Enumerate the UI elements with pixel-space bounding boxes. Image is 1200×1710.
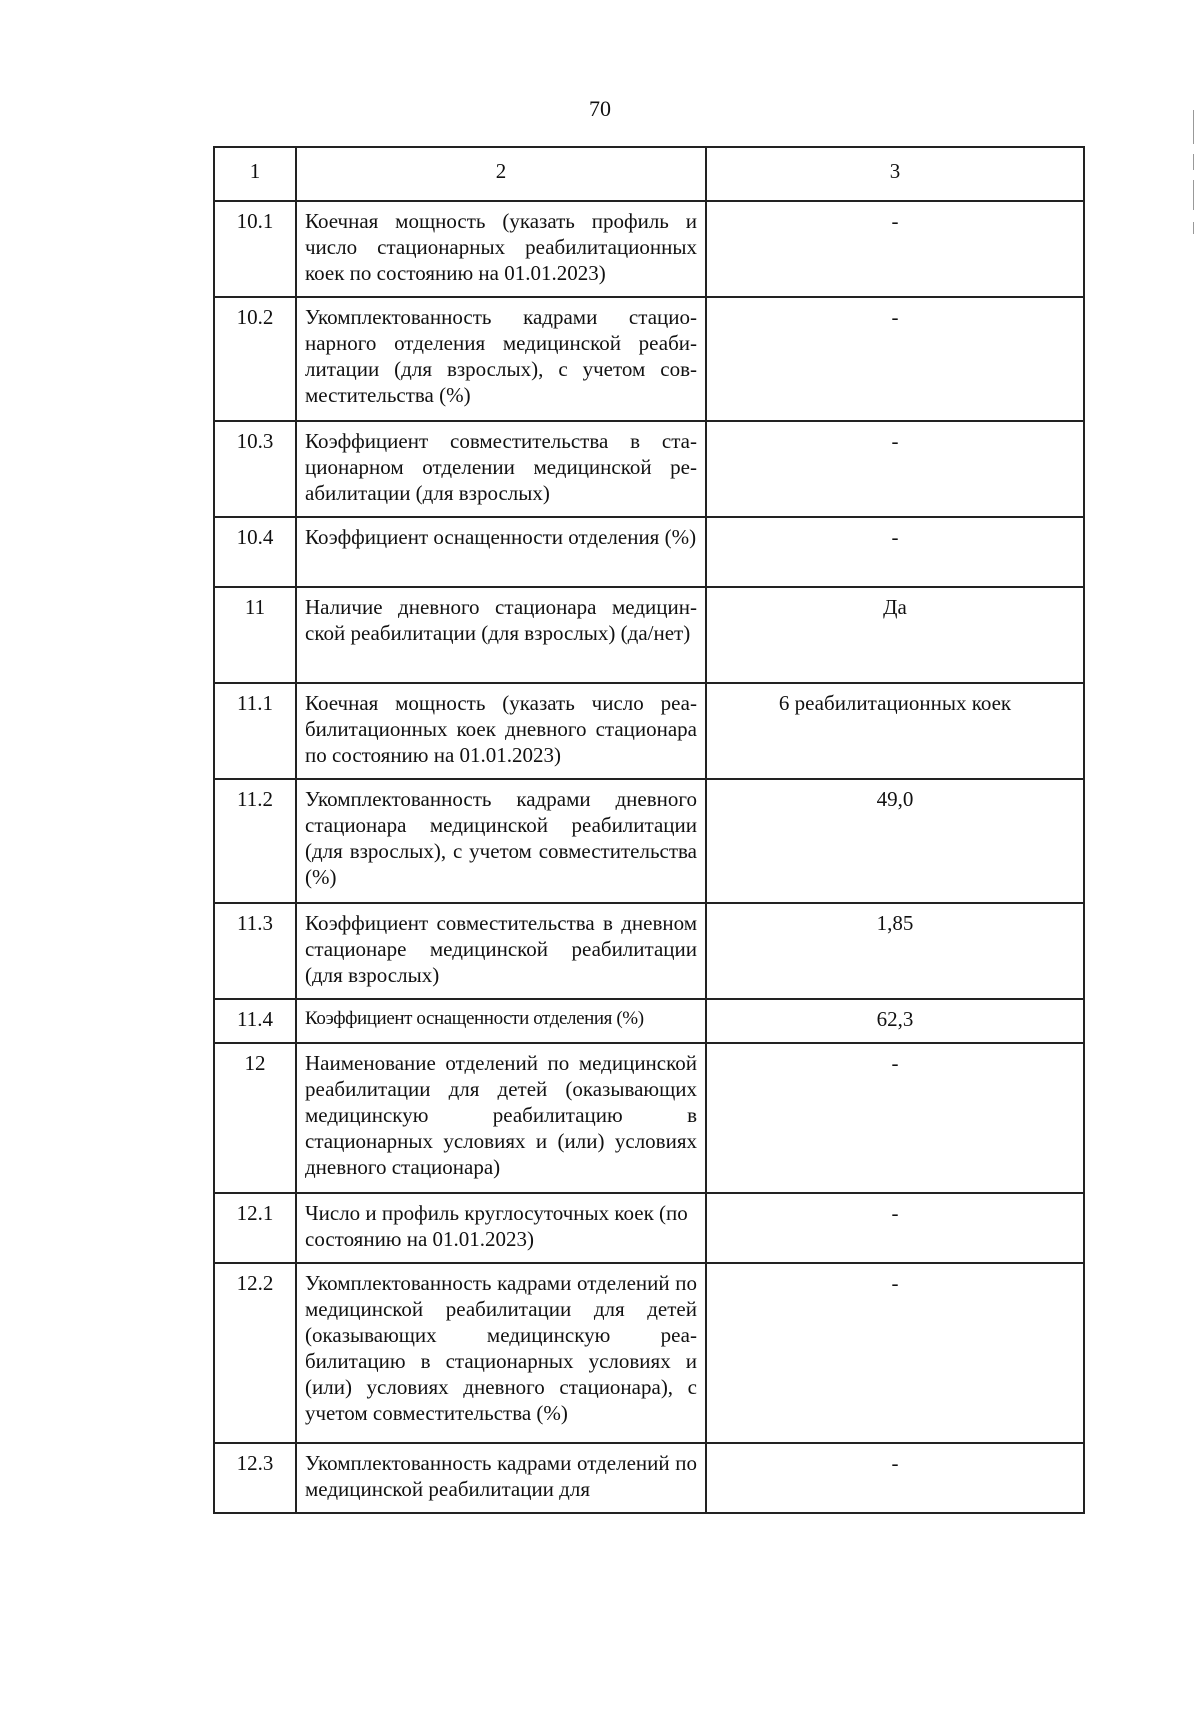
row-number: 12.2 bbox=[214, 1263, 296, 1443]
row-description: Коечная мощность (указать число реабилитационных коек дневного стационара по состоянию на 01.01.2023) bbox=[296, 683, 706, 779]
table-row bbox=[214, 999, 1084, 1043]
row-description: Укомплектованность кадрами дневного стационара медицинской реабилитации (для взрослых), с учетом совместительства (%) bbox=[296, 779, 706, 903]
table-row bbox=[214, 1263, 1084, 1443]
row-number: 10.4 bbox=[214, 517, 296, 587]
row-value: - bbox=[706, 421, 1084, 517]
row-value: - bbox=[706, 1443, 1084, 1513]
row-number: 11.4 bbox=[214, 999, 296, 1043]
row-number: 11.1 bbox=[214, 683, 296, 779]
table-row bbox=[214, 1193, 1084, 1263]
table-header-row bbox=[214, 147, 1084, 201]
row-value: - bbox=[706, 517, 1084, 587]
row-value: - bbox=[706, 201, 1084, 297]
column-header: 2 bbox=[296, 147, 706, 201]
row-description: Коэффициент оснащенности отделения (%) bbox=[296, 517, 706, 587]
row-value: - bbox=[706, 1043, 1084, 1193]
row-value: 6 реабилитационных коек bbox=[706, 683, 1084, 779]
row-description: Укомплектованность кадрами отделений по медицинской реабилитации для bbox=[296, 1443, 706, 1513]
table-row bbox=[214, 903, 1084, 999]
row-value: - bbox=[706, 1263, 1084, 1443]
table-row bbox=[214, 517, 1084, 587]
row-number: 12.3 bbox=[214, 1443, 296, 1513]
table-row bbox=[214, 421, 1084, 517]
table-row bbox=[214, 779, 1084, 903]
row-value: - bbox=[706, 1193, 1084, 1263]
table-row bbox=[214, 587, 1084, 683]
row-description: Коэффициент оснащенности отделения (%) bbox=[296, 999, 706, 1043]
row-description: Укомплектованность кадрами стационарного отделения медицинской реабилитации (для взрослых), с учетом совместительства (%) bbox=[296, 297, 706, 421]
row-value: 62,3 bbox=[706, 999, 1084, 1043]
row-number: 10.2 bbox=[214, 297, 296, 421]
row-number: 12 bbox=[214, 1043, 296, 1193]
row-description: Наличие дневного стационара медицинской реабилитации (для взрослых) (да/нет) bbox=[296, 587, 706, 683]
row-description: Число и профиль круглосуточных коек (по состоянию на 01.01.2023) bbox=[296, 1193, 706, 1263]
row-description: Коэффициент совместительства в дневном стационаре медицинской реабилитации (для взрослых) bbox=[296, 903, 706, 999]
row-value: 49,0 bbox=[706, 779, 1084, 903]
page-number: 70 bbox=[589, 96, 611, 121]
row-value: Да bbox=[706, 587, 1084, 683]
row-number: 12.1 bbox=[214, 1193, 296, 1263]
scan-edge-marks bbox=[1193, 110, 1195, 240]
table-row bbox=[214, 201, 1084, 297]
row-description: Наименование отделений по медицинской реабилитации для детей (оказывающих медицинскую реабилитацию в стационарных условиях и (или) условиях дневного стационара) bbox=[296, 1043, 706, 1193]
row-number: 10.3 bbox=[214, 421, 296, 517]
row-description: Коечная мощность (указать профиль и число стационарных реабилитационных коек по состоянию на 01.01.2023) bbox=[296, 201, 706, 297]
row-number: 11.3 bbox=[214, 903, 296, 999]
table-row bbox=[214, 1443, 1084, 1513]
row-value: 1,85 bbox=[706, 903, 1084, 999]
row-description: Укомплектованность кадрами отделений по медицинской реабилитации для детей (оказывающих медицинскую реабилитацию в стационарных условиях и (или) условиях дневного стационара), с учетом совместительства (%) bbox=[296, 1263, 706, 1443]
indicators-table bbox=[213, 146, 1085, 1514]
column-header: 1 bbox=[214, 147, 296, 201]
row-number: 11 bbox=[214, 587, 296, 683]
row-description: Коэффициент совместительства в стационарном отделении медицинской реабилитации (для взрослых) bbox=[296, 421, 706, 517]
column-header: 3 bbox=[706, 147, 1084, 201]
row-number: 10.1 bbox=[214, 201, 296, 297]
table-row bbox=[214, 297, 1084, 421]
table-row bbox=[214, 1043, 1084, 1193]
row-number: 11.2 bbox=[214, 779, 296, 903]
table-row bbox=[214, 683, 1084, 779]
row-value: - bbox=[706, 297, 1084, 421]
